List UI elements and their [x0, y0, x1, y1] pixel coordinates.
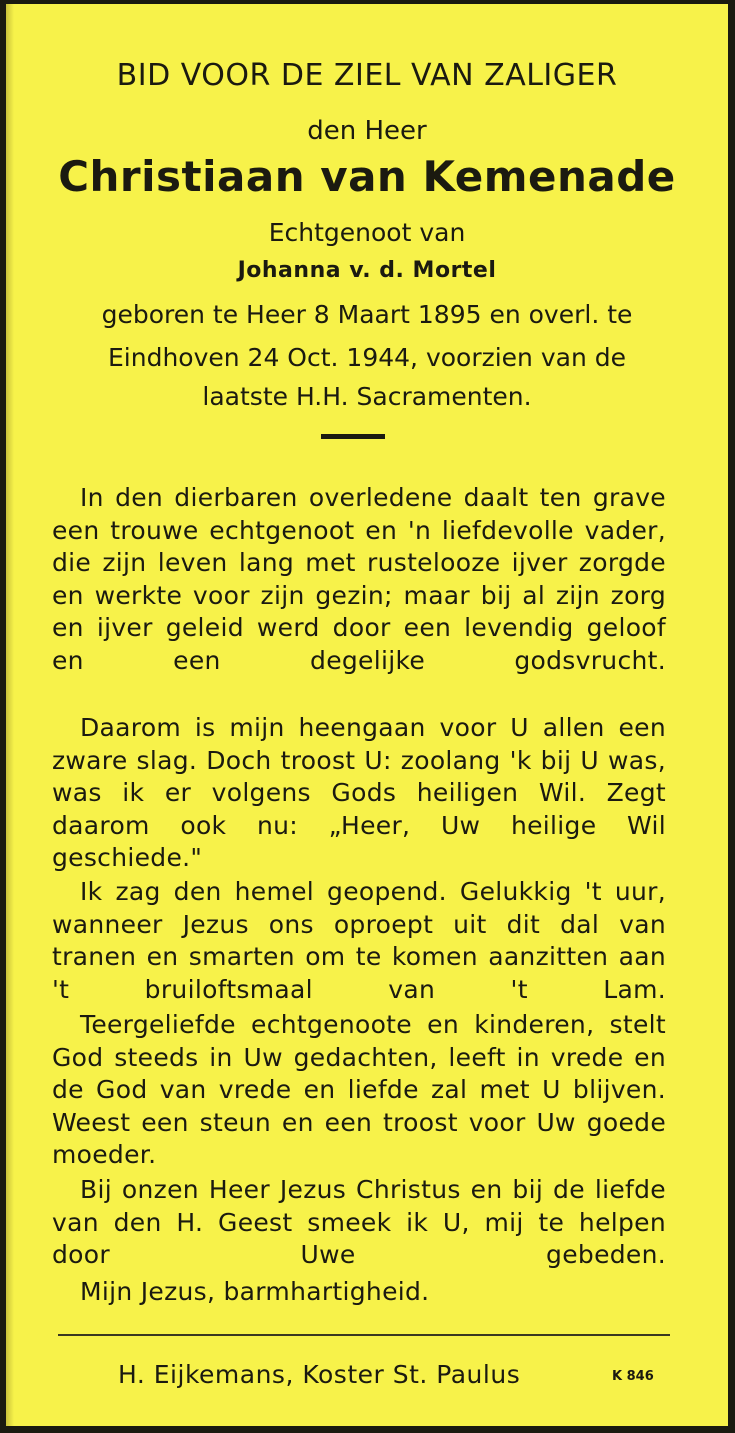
footer-rule [58, 1334, 670, 1336]
salutation: den Heer [307, 116, 427, 146]
paragraph-6: Mijn Jezus, barmhartigheid. [80, 1277, 430, 1306]
spouse-name: Johanna v. d. Mortel [237, 258, 497, 283]
paragraph-3: Ik zag den hemel geopend. Gelukkig 't uur, wanneer Jezus ons oproept uit dit dal van tranen en smarten om te komen aanzitten aan 't bruiloftsmaal van 't Lam. [52, 877, 666, 1004]
paragraph-5: Bij onzen Heer Jezus Christus en bij de liefde van den H. Geest smeek ik U, mij te helpen door Uwe gebeden. [52, 1175, 666, 1269]
paragraph-1: In den dierbaren overledene daalt ten grave een trouwe echtgenoot en 'n liefdevolle vader, die zijn leven lang met rustelooze ijver zorgde en werkte voor zijn gezin; maar bij al zijn zorg en ijver geleid werd door een levendig geloof en een degelijke godsvrucht. [52, 483, 666, 675]
printer-credit: H. Eijkemans, Koster St. Paulus [118, 1360, 521, 1389]
dates-line-1: geboren te Heer 8 Maart 1895 en overl. te [101, 300, 633, 329]
divider-bar [321, 434, 385, 439]
memorial-card [6, 4, 728, 1426]
paragraph-2: Daarom is mijn heengaan voor U allen een zware slag. Doch troost U: zoolang 'k bij U was, was ik er volgens Gods heiligen Wil. Zegt daarom ook nu: „Heer, Uw heilige Wil geschiede." [52, 713, 666, 872]
spouse-label: Echtgenoot van [268, 218, 466, 247]
card-heading: BID VOOR DE ZIEL VAN ZALIGER [116, 58, 618, 93]
card-edge-shadow [6, 4, 14, 1426]
dates-line-2: Eindhoven 24 Oct. 1944, voorzien van de [107, 343, 627, 372]
print-code: K 846 [612, 1369, 654, 1384]
paragraph-4: Teergeliefde echtgenoote en kinderen, stelt God steeds in Uw gedachten, leeft in vrede en de God van vrede en liefde zal met U blijven. Weest een steun en een troost voor Uw goede moeder. [52, 1010, 666, 1169]
deceased-name: Christiaan van Kemenade [58, 152, 676, 201]
dates-line-3: laatste H.H. Sacramenten. [202, 382, 532, 411]
